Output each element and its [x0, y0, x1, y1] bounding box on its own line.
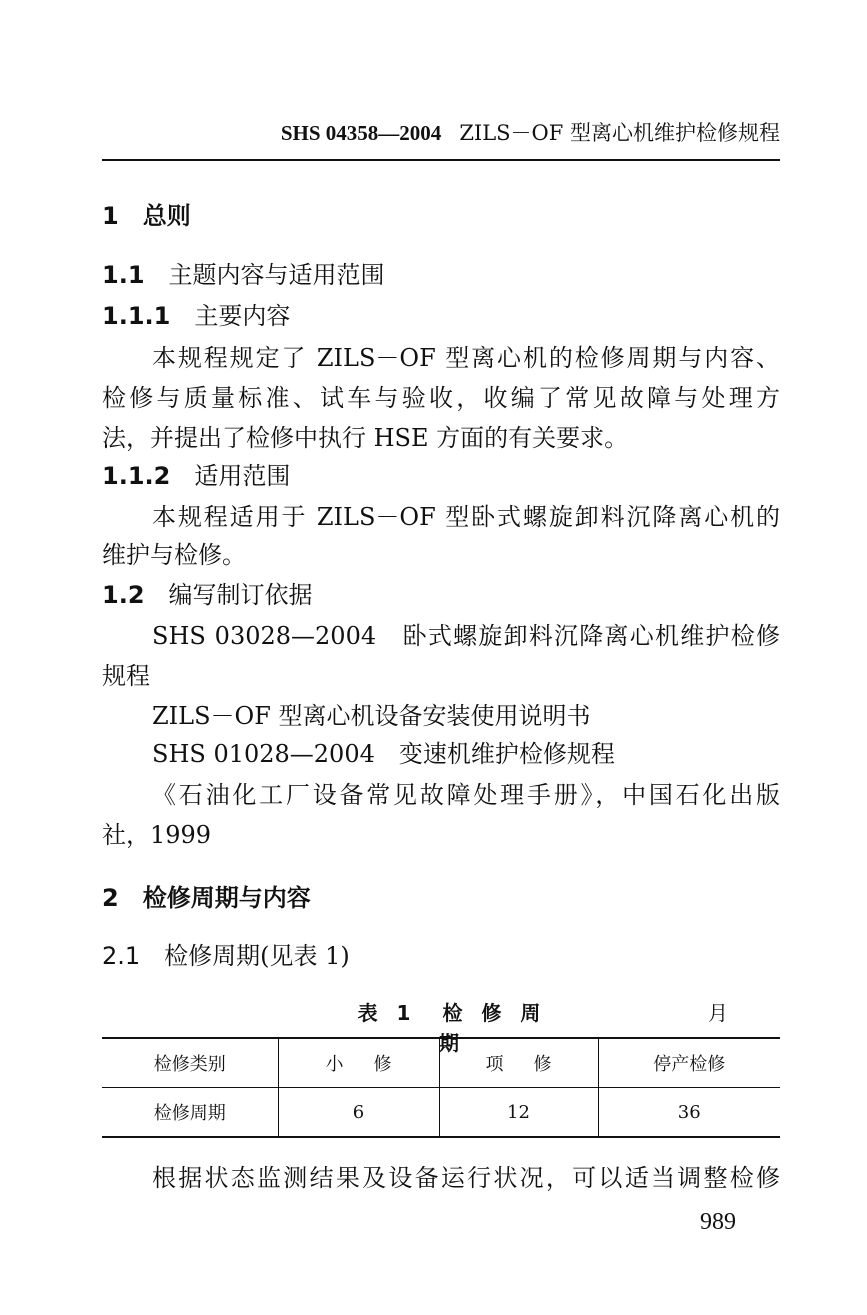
- section-title: 主要内容: [194, 302, 291, 330]
- section-1-1-1-heading: [102, 299, 780, 333]
- header-standard-code: SHS 04358—2004: [280, 121, 442, 145]
- reference-line: 社，1999: [102, 821, 212, 849]
- section-title: 编写制订依据: [168, 581, 313, 609]
- table-cell: 12: [439, 1088, 598, 1138]
- section-title: 总则: [142, 202, 191, 230]
- header-cell: 检修类别: [153, 1054, 226, 1075]
- section-title: 适用范围: [194, 462, 291, 490]
- reference-line: SHS 01028—2004 变速机维护检修规程: [152, 740, 615, 768]
- paragraph-line: 维护与检修。: [102, 541, 246, 569]
- running-header: [102, 118, 780, 156]
- section-number: 2.1: [102, 942, 141, 970]
- section-number: 1.1.1: [102, 302, 171, 330]
- section-2-1-heading: [102, 939, 780, 973]
- header-title: ZILS－OF 型离心机维护检修规程: [459, 121, 780, 145]
- table-row: [102, 1088, 780, 1138]
- section-1-1-2-heading: [102, 459, 780, 493]
- section-title: 检修周期与内容: [142, 884, 311, 912]
- section-number: 1.1: [102, 261, 145, 289]
- section-2-heading: [102, 881, 780, 915]
- section-number: 1: [102, 202, 119, 230]
- header-cell: 小修: [278, 1038, 439, 1088]
- reference-line: SHS 03028—2004 卧式螺旋卸料沉降离心机维护检修: [152, 622, 780, 650]
- section-1-1-heading: [102, 258, 780, 292]
- section-1-heading: [102, 199, 780, 233]
- paragraph-line: 检修与质量标准、试车与验收，收编了常见故障与处理方: [102, 384, 780, 412]
- paragraph-line: 本规程规定了 ZILS－OF 型离心机的检修周期与内容、: [152, 344, 780, 372]
- page-number: 989: [700, 1209, 736, 1235]
- table-cell: 36: [598, 1088, 780, 1138]
- header-cell: 停产检修: [598, 1038, 780, 1088]
- section-number: 1.1.2: [102, 462, 171, 490]
- table-title: 表 1 检 修 周 期: [357, 1001, 547, 1055]
- paragraph-line: 法，并提出了检修中执行 HSE 方面的有关要求。: [102, 424, 629, 452]
- header-cell: 项修: [439, 1038, 598, 1088]
- table-1-caption: [102, 998, 780, 1055]
- maintenance-cycle-table: [102, 1037, 780, 1138]
- table-cell: 检修周期: [153, 1103, 226, 1124]
- section-1-2-heading: [102, 578, 780, 612]
- table-cell: 6: [278, 1088, 439, 1138]
- table-header-row: [102, 1038, 780, 1088]
- section-title: 主题内容与适用范围: [168, 261, 385, 289]
- section-number: 1.2: [102, 581, 145, 609]
- paragraph-line: 根据状态监测结果及设备运行状况，可以适当调整检修: [152, 1164, 780, 1192]
- header-rule: [102, 159, 780, 161]
- reference-line: 《石油化工厂设备常见故障处理手册》，中国石化出版: [152, 781, 780, 809]
- section-title: 检修周期(见表 1): [164, 942, 350, 970]
- reference-line: ZILS－OF 型离心机设备安装使用说明书: [152, 702, 591, 730]
- section-number: 2: [102, 884, 119, 912]
- paragraph-line: 本规程适用于 ZILS－OF 型卧式螺旋卸料沉降离心机的: [152, 503, 780, 531]
- reference-line: 规程: [102, 662, 150, 690]
- table-unit: 月: [708, 1001, 728, 1025]
